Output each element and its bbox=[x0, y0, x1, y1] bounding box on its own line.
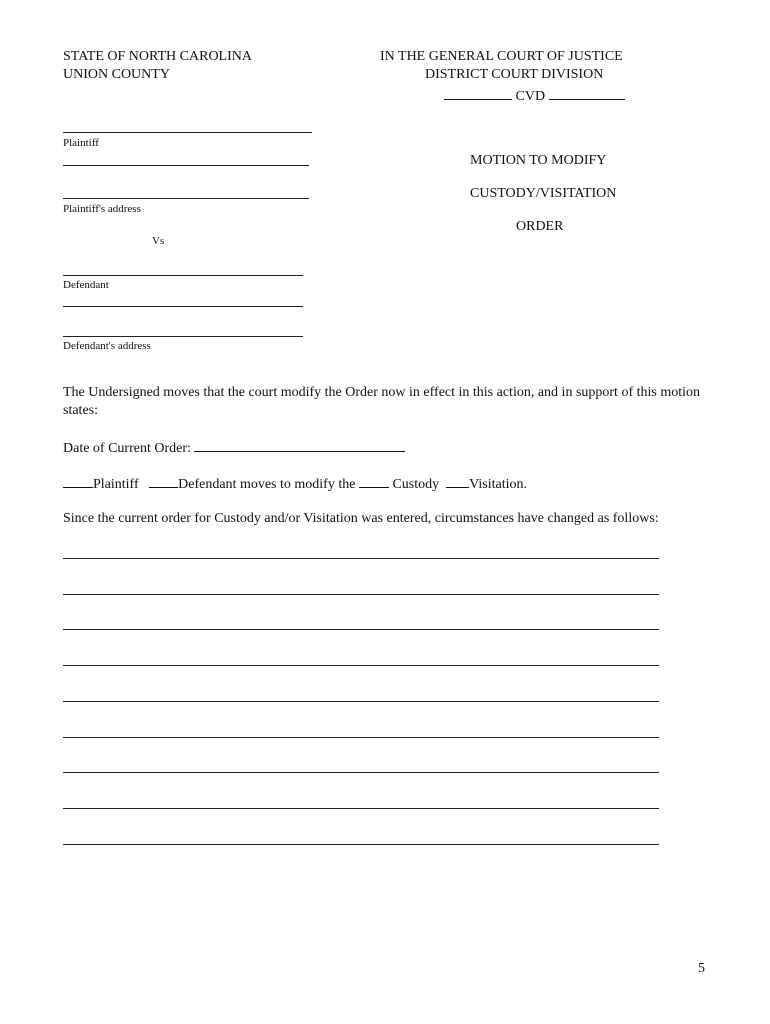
custody-option-blank[interactable] bbox=[359, 473, 389, 488]
answer-line[interactable] bbox=[63, 594, 659, 595]
plaintiff-option-label: Plaintiff bbox=[93, 477, 139, 492]
defendant-name-line[interactable] bbox=[63, 275, 303, 276]
county-name: UNION COUNTY bbox=[63, 67, 170, 82]
custody-option-label: Custody bbox=[392, 477, 440, 492]
title-line-1: MOTION TO MODIFY bbox=[470, 153, 607, 168]
plaintiff-name-line[interactable] bbox=[63, 132, 312, 133]
title-line-3: ORDER bbox=[516, 219, 564, 234]
defendant-label: Defendant bbox=[63, 279, 109, 291]
division-name: DISTRICT COURT DIVISION bbox=[425, 67, 604, 82]
visitation-option-blank[interactable] bbox=[446, 473, 469, 488]
state-name: STATE OF NORTH CAROLINA bbox=[63, 49, 252, 64]
answer-line[interactable] bbox=[63, 808, 659, 809]
current-order-date-field[interactable] bbox=[194, 437, 405, 452]
current-order-date-row bbox=[63, 437, 405, 458]
motion-options-row bbox=[63, 473, 527, 494]
changes-paragraph: Since the current order for Custody and/or Visitation was entered, circumstances have changed as follows: bbox=[63, 511, 659, 526]
plaintiff-label: Plaintiff bbox=[63, 137, 99, 149]
plaintiff-address-line-2[interactable] bbox=[63, 198, 309, 199]
versus-label: Vs bbox=[152, 235, 165, 247]
title-line-2: CUSTODY/VISITATION bbox=[470, 186, 617, 201]
plaintiff-address-line-1[interactable] bbox=[63, 165, 309, 166]
court-name: IN THE GENERAL COURT OF JUSTICE bbox=[380, 49, 623, 64]
plaintiff-option-blank[interactable] bbox=[63, 473, 93, 488]
defendant-address-line-2[interactable] bbox=[63, 336, 303, 337]
plaintiff-address-label: Plaintiff's address bbox=[63, 203, 141, 215]
defendant-option-label: Defendant moves to modify the bbox=[178, 477, 356, 492]
page-number: 5 bbox=[698, 961, 705, 976]
case-number-line bbox=[444, 85, 625, 106]
defendant-address-line-1[interactable] bbox=[63, 306, 303, 307]
current-order-date-label: Date of Current Order: bbox=[63, 441, 191, 456]
case-type-label: CVD bbox=[515, 89, 546, 104]
defendant-address-label: Defendant's address bbox=[63, 340, 151, 352]
case-number-field[interactable] bbox=[549, 85, 625, 100]
answer-line[interactable] bbox=[63, 772, 659, 773]
answer-line[interactable] bbox=[63, 629, 659, 630]
defendant-option-blank[interactable] bbox=[149, 473, 178, 488]
answer-line[interactable] bbox=[63, 558, 659, 559]
visitation-option-label: Visitation. bbox=[469, 477, 528, 492]
answer-line[interactable] bbox=[63, 844, 659, 845]
case-number-prefix-field[interactable] bbox=[444, 85, 512, 100]
answer-line[interactable] bbox=[63, 665, 659, 666]
answer-line[interactable] bbox=[63, 737, 659, 738]
intro-paragraph: The Undersigned moves that the court modify the Order now in effect in this action, and in support of this motion states: bbox=[63, 385, 700, 418]
answer-line[interactable] bbox=[63, 701, 659, 702]
